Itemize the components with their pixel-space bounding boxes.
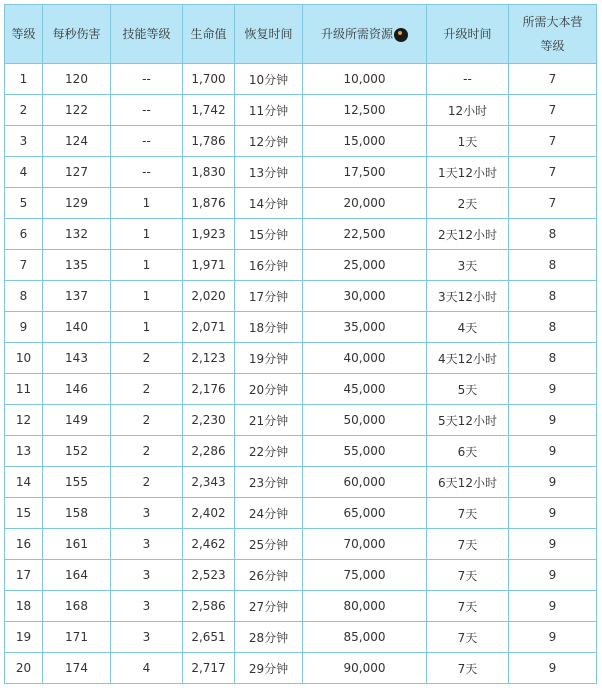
table-row [5,126,597,157]
table-row [5,467,597,498]
cell-hp: 2,462 [183,529,235,560]
cell-dps: 135 [43,250,111,281]
cell-skill-level: 3 [111,591,183,622]
cell-upgrade-time: 3天 [427,250,509,281]
cell-recovery-time: 11分钟 [235,95,303,126]
cell-upgrade-time: 7天 [427,498,509,529]
cell-upgrade-cost: 60,000 [303,467,427,498]
cell-skill-level: -- [111,64,183,95]
cell-skill-level: 3 [111,560,183,591]
cell-dps: 152 [43,436,111,467]
cell-town-hall-level: 7 [509,95,597,126]
col-header-town-hall-level [509,5,597,64]
cell-skill-level: 2 [111,374,183,405]
col-header-recovery-time: 恢复时间 [235,5,303,64]
cell-level: 16 [5,529,43,560]
cell-upgrade-cost: 65,000 [303,498,427,529]
cell-level: 20 [5,653,43,684]
cell-skill-level: 1 [111,250,183,281]
cell-hp: 2,286 [183,436,235,467]
col-header-upgrade-time: 升级时间 [427,5,509,64]
cell-skill-level: 3 [111,529,183,560]
cell-skill-level: 2 [111,343,183,374]
cell-town-hall-level: 9 [509,560,597,591]
cell-dps: 149 [43,405,111,436]
cell-skill-level: -- [111,126,183,157]
cell-upgrade-cost: 22,500 [303,219,427,250]
cell-dps: 143 [43,343,111,374]
cell-recovery-time: 28分钟 [235,622,303,653]
cell-hp: 2,020 [183,281,235,312]
cell-dps: 161 [43,529,111,560]
cell-upgrade-cost: 90,000 [303,653,427,684]
cell-recovery-time: 10分钟 [235,64,303,95]
cell-upgrade-time: -- [427,64,509,95]
cell-hp: 2,176 [183,374,235,405]
cell-upgrade-time: 1天12小时 [427,157,509,188]
cell-hp: 1,876 [183,188,235,219]
cell-hp: 2,402 [183,498,235,529]
cell-skill-level: 2 [111,436,183,467]
table-row [5,498,597,529]
cell-upgrade-time: 1天 [427,126,509,157]
cell-level: 6 [5,219,43,250]
cell-level: 4 [5,157,43,188]
cell-dps: 174 [43,653,111,684]
cell-hp: 1,700 [183,64,235,95]
cell-town-hall-level: 9 [509,405,597,436]
col-header-hp: 生命值 [183,5,235,64]
cell-level: 2 [5,95,43,126]
cell-upgrade-cost: 35,000 [303,312,427,343]
cell-recovery-time: 26分钟 [235,560,303,591]
cell-dps: 132 [43,219,111,250]
cell-level: 9 [5,312,43,343]
cell-hp: 1,786 [183,126,235,157]
cell-recovery-time: 12分钟 [235,126,303,157]
cell-recovery-time: 14分钟 [235,188,303,219]
cell-recovery-time: 27分钟 [235,591,303,622]
cell-upgrade-cost: 12,500 [303,95,427,126]
table-row [5,219,597,250]
cell-skill-level: 1 [111,219,183,250]
cell-upgrade-time: 5天12小时 [427,405,509,436]
col-header-dps: 每秒伤害 [43,5,111,64]
cell-town-hall-level: 9 [509,436,597,467]
cell-upgrade-cost: 15,000 [303,126,427,157]
col-header-upgrade-cost-label: 升级所需资源 [320,27,393,41]
cell-skill-level: 2 [111,467,183,498]
cell-hp: 1,742 [183,95,235,126]
cell-upgrade-cost: 70,000 [303,529,427,560]
cell-recovery-time: 25分钟 [235,529,303,560]
cell-skill-level: 3 [111,622,183,653]
dark-elixir-icon [394,28,408,42]
cell-town-hall-level: 8 [509,219,597,250]
cell-upgrade-time: 7天 [427,622,509,653]
cell-hp: 2,343 [183,467,235,498]
cell-dps: 122 [43,95,111,126]
cell-town-hall-level: 9 [509,653,597,684]
cell-town-hall-level: 8 [509,250,597,281]
cell-upgrade-time: 6天12小时 [427,467,509,498]
cell-recovery-time: 18分钟 [235,312,303,343]
cell-hp: 2,586 [183,591,235,622]
cell-dps: 171 [43,622,111,653]
cell-recovery-time: 23分钟 [235,467,303,498]
table-row [5,95,597,126]
cell-dps: 155 [43,467,111,498]
cell-level: 18 [5,591,43,622]
cell-dps: 120 [43,64,111,95]
cell-town-hall-level: 8 [509,281,597,312]
cell-town-hall-level: 7 [509,64,597,95]
cell-hp: 2,651 [183,622,235,653]
cell-level: 1 [5,64,43,95]
cell-upgrade-time: 3天12小时 [427,281,509,312]
cell-upgrade-cost: 85,000 [303,622,427,653]
table-row [5,653,597,684]
cell-dps: 129 [43,188,111,219]
cell-recovery-time: 13分钟 [235,157,303,188]
cell-dps: 146 [43,374,111,405]
cell-upgrade-time: 7天 [427,591,509,622]
cell-upgrade-cost: 20,000 [303,188,427,219]
cell-town-hall-level: 7 [509,188,597,219]
cell-town-hall-level: 9 [509,467,597,498]
table-row [5,560,597,591]
cell-upgrade-time: 7天 [427,653,509,684]
cell-town-hall-level: 9 [509,591,597,622]
cell-town-hall-level: 9 [509,529,597,560]
cell-hp: 1,923 [183,219,235,250]
cell-recovery-time: 17分钟 [235,281,303,312]
cell-skill-level: 3 [111,498,183,529]
cell-upgrade-time: 6天 [427,436,509,467]
table-row [5,64,597,95]
cell-dps: 124 [43,126,111,157]
cell-recovery-time: 24分钟 [235,498,303,529]
cell-level: 17 [5,560,43,591]
cell-upgrade-cost: 50,000 [303,405,427,436]
cell-level: 5 [5,188,43,219]
table-row [5,374,597,405]
cell-upgrade-cost: 30,000 [303,281,427,312]
hero-level-table [4,4,597,684]
cell-level: 13 [5,436,43,467]
cell-recovery-time: 21分钟 [235,405,303,436]
cell-hp: 2,523 [183,560,235,591]
cell-town-hall-level: 9 [509,622,597,653]
table-row [5,436,597,467]
cell-skill-level: -- [111,157,183,188]
col-header-level: 等级 [5,5,43,64]
cell-town-hall-level: 8 [509,312,597,343]
cell-skill-level: 1 [111,312,183,343]
cell-skill-level: 2 [111,405,183,436]
cell-upgrade-time: 4天 [427,312,509,343]
cell-hp: 1,830 [183,157,235,188]
cell-town-hall-level: 9 [509,374,597,405]
cell-upgrade-cost: 55,000 [303,436,427,467]
cell-level: 8 [5,281,43,312]
cell-level: 15 [5,498,43,529]
table-row [5,591,597,622]
cell-recovery-time: 16分钟 [235,250,303,281]
cell-upgrade-time: 7天 [427,560,509,591]
table-body [5,64,597,684]
cell-hp: 2,717 [183,653,235,684]
cell-town-hall-level: 8 [509,343,597,374]
cell-upgrade-cost: 45,000 [303,374,427,405]
cell-skill-level: -- [111,95,183,126]
cell-recovery-time: 19分钟 [235,343,303,374]
table-row [5,405,597,436]
cell-recovery-time: 20分钟 [235,374,303,405]
cell-level: 14 [5,467,43,498]
cell-dps: 127 [43,157,111,188]
cell-level: 3 [5,126,43,157]
table-row [5,188,597,219]
cell-town-hall-level: 7 [509,157,597,188]
cell-upgrade-time: 2天12小时 [427,219,509,250]
table-row [5,343,597,374]
cell-skill-level: 1 [111,281,183,312]
table-row [5,157,597,188]
cell-level: 19 [5,622,43,653]
col-header-upgrade-cost [303,5,427,64]
cell-hp: 2,071 [183,312,235,343]
cell-recovery-time: 15分钟 [235,219,303,250]
cell-upgrade-cost: 17,500 [303,157,427,188]
cell-upgrade-time: 7天 [427,529,509,560]
cell-hp: 2,123 [183,343,235,374]
cell-upgrade-time: 4天12小时 [427,343,509,374]
cell-upgrade-cost: 25,000 [303,250,427,281]
cell-upgrade-time: 2天 [427,188,509,219]
cell-upgrade-cost: 75,000 [303,560,427,591]
cell-level: 7 [5,250,43,281]
cell-dps: 140 [43,312,111,343]
cell-level: 12 [5,405,43,436]
table-header-row [5,5,597,64]
cell-skill-level: 1 [111,188,183,219]
cell-upgrade-cost: 80,000 [303,591,427,622]
table-row [5,622,597,653]
cell-hp: 1,971 [183,250,235,281]
cell-level: 11 [5,374,43,405]
cell-upgrade-cost: 40,000 [303,343,427,374]
cell-upgrade-time: 5天 [427,374,509,405]
table-row [5,312,597,343]
cell-upgrade-cost: 10,000 [303,64,427,95]
cell-dps: 164 [43,560,111,591]
table-row [5,250,597,281]
cell-dps: 158 [43,498,111,529]
cell-dps: 137 [43,281,111,312]
cell-town-hall-level: 9 [509,498,597,529]
table-row [5,529,597,560]
table-row [5,281,597,312]
cell-town-hall-level: 7 [509,126,597,157]
cell-upgrade-time: 12小时 [427,95,509,126]
cell-hp: 2,230 [183,405,235,436]
cell-skill-level: 4 [111,653,183,684]
cell-dps: 168 [43,591,111,622]
cell-level: 10 [5,343,43,374]
cell-recovery-time: 29分钟 [235,653,303,684]
col-header-skill-level: 技能等级 [111,5,183,64]
col-header-town-hall-label: 所需大本营等级 [522,15,583,53]
cell-recovery-time: 22分钟 [235,436,303,467]
